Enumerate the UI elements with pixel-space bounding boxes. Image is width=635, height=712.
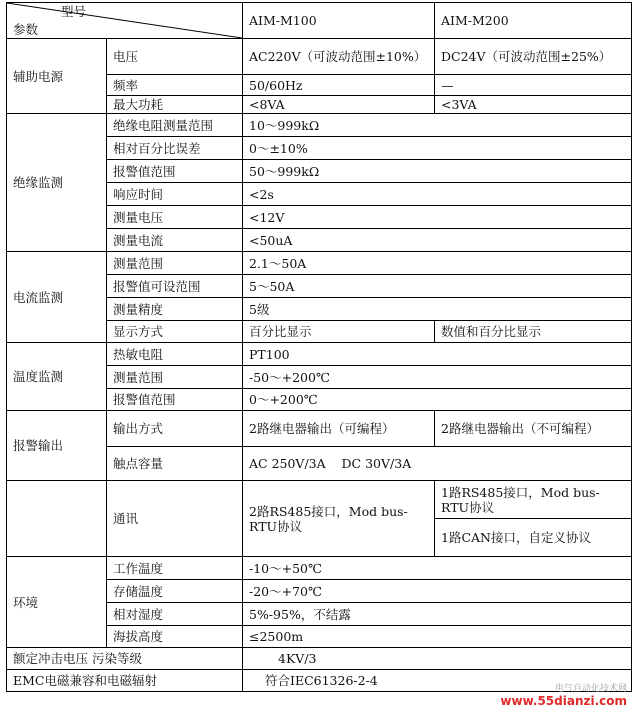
value-shared: 0～±10% <box>243 137 632 160</box>
param-label: 报警值范围 <box>107 160 243 183</box>
param-label: 测量电压 <box>107 206 243 229</box>
param-label: 参数 <box>13 22 39 37</box>
table-row <box>7 411 632 447</box>
value-m200-can: 1路CAN接口，自定义协议 <box>435 519 632 557</box>
param-label: 测量精度 <box>107 298 243 321</box>
param-label: 触点容量 <box>107 447 243 481</box>
value-shared: -20～+70℃ <box>243 580 632 603</box>
value-shared: PT100 <box>243 343 632 366</box>
param-label: 测量范围 <box>107 252 243 275</box>
table-row <box>7 39 632 75</box>
value-m200: <3VA <box>435 96 632 114</box>
value-shared: ≤2500m <box>243 626 632 648</box>
table-row <box>7 557 632 580</box>
group-label-current: 电流监测 <box>7 252 107 343</box>
group-label-insulation: 绝缘监测 <box>7 114 107 252</box>
model-label: 型号 <box>61 4 87 19</box>
table-row <box>7 343 632 366</box>
value-shared: AC 250V/3A DC 30V/3A <box>243 447 632 481</box>
value-m100: 百分比显示 <box>243 321 435 343</box>
param-label: 绝缘电阻测量范围 <box>107 114 243 137</box>
value-shared: <12V <box>243 206 632 229</box>
value-m200: — <box>435 75 632 96</box>
model-m100-header: AIM-M100 <box>243 3 435 39</box>
spec-table <box>6 2 632 692</box>
param-label: 热敏电阻 <box>107 343 243 366</box>
value-m100: <8VA <box>243 96 435 114</box>
value-shared: 5级 <box>243 298 632 321</box>
group-label-blank <box>7 481 107 557</box>
emc-label: EMC电磁兼容和电磁辐射 <box>7 670 243 692</box>
param-label: 报警值可设范围 <box>107 275 243 298</box>
diagonal-line <box>7 3 242 38</box>
value-m100: AC220V（可波动范围±10%） <box>243 39 435 75</box>
table-row <box>7 481 632 519</box>
group-label-temperature: 温度监测 <box>7 343 107 411</box>
emc-value: 符合IEC61326-2-4 <box>243 670 632 692</box>
value-m200: 数值和百分比显示 <box>435 321 632 343</box>
param-label: 测量电流 <box>107 229 243 252</box>
param-label: 海拔高度 <box>107 626 243 648</box>
param-label: 相对百分比误差 <box>107 137 243 160</box>
watermark-url: www.55dianzi.com <box>500 694 627 708</box>
value-shared: 5%-95%，不结露 <box>243 603 632 626</box>
watermark-site-name: 电气自动化技术网 <box>554 684 627 694</box>
value-shared: <2s <box>243 183 632 206</box>
param-label: 相对湿度 <box>107 603 243 626</box>
value-m100: 2路继电器输出（可编程） <box>243 411 435 447</box>
value-shared: 10～999kΩ <box>243 114 632 137</box>
group-label-aux-power: 辅助电源 <box>7 39 107 114</box>
model-m200-header: AIM-M200 <box>435 3 632 39</box>
value-shared: <50uA <box>243 229 632 252</box>
header-row <box>7 3 632 39</box>
value-shared: 2.1～50A <box>243 252 632 275</box>
value-shared: 50～999kΩ <box>243 160 632 183</box>
param-label: 电压 <box>107 39 243 75</box>
value-m200: 2路继电器输出（不可编程） <box>435 411 632 447</box>
param-label: 显示方式 <box>107 321 243 343</box>
value-shared: 5～50A <box>243 275 632 298</box>
param-label: 存储温度 <box>107 580 243 603</box>
diagonal-header-cell <box>7 3 243 39</box>
watermark <box>500 681 627 708</box>
group-label-environment: 环境 <box>7 557 107 648</box>
param-label: 工作温度 <box>107 557 243 580</box>
table-row <box>7 648 632 670</box>
param-label: 频率 <box>107 75 243 96</box>
param-label: 通讯 <box>107 481 243 557</box>
table-row <box>7 114 632 137</box>
value-m100: 2路RS485接口，Mod bus-RTU协议 <box>243 481 435 557</box>
param-label: 测量范围 <box>107 366 243 389</box>
param-label: 输出方式 <box>107 411 243 447</box>
param-label: 响应时间 <box>107 183 243 206</box>
group-label-alarm-output: 报警输出 <box>7 411 107 481</box>
value-m200: DC24V（可波动范围±25%） <box>435 39 632 75</box>
value-shared: -50～+200℃ <box>243 366 632 389</box>
value-shared: 0～+200℃ <box>243 389 632 411</box>
impulse-value: 4KV/3 <box>243 648 632 670</box>
value-shared: -10～+50℃ <box>243 557 632 580</box>
param-label: 最大功耗 <box>107 96 243 114</box>
value-m100: 50/60Hz <box>243 75 435 96</box>
table-row <box>7 252 632 275</box>
value-m200-rs485: 1路RS485接口，Mod bus-RTU协议 <box>435 481 632 519</box>
param-label: 报警值范围 <box>107 389 243 411</box>
impulse-label: 额定冲击电压 污染等级 <box>7 648 243 670</box>
